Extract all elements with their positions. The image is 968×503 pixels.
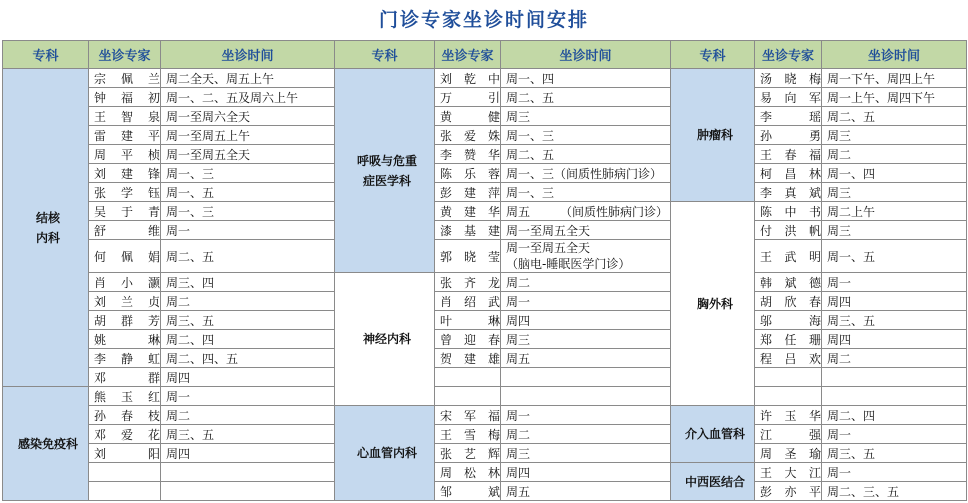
doctor-name [89,482,161,501]
duty-time: 周三、五 [822,311,967,330]
table-row [3,387,967,406]
doctor-name: 李静虹 [89,349,161,368]
duty-time: 周一至周六全天 [161,107,335,126]
doctor-name: 王雪梅 [435,425,501,444]
header-time: 坐诊时间 [822,41,967,69]
duty-time: 周一 [501,406,671,425]
doctor-name: 胡欣春 [755,292,822,311]
doctor-name: 胡群芳 [89,311,161,330]
table-row [3,482,967,501]
doctor-name [435,387,501,406]
doctor-name: 叶琳 [435,311,501,330]
duty-time: 周四 [501,311,671,330]
doctor-name: 王智泉 [89,107,161,126]
table-row [3,292,967,311]
duty-time: 周一 [161,221,335,240]
doctor-name: 李真斌 [755,183,822,202]
dept-cell-cardio: 心血管内科 [335,406,435,501]
duty-time [501,387,671,406]
doctor-name: 邹斌 [435,482,501,501]
duty-time: 周二 [501,273,671,292]
dept-cell-resp: 呼吸与危重 症医学科 [335,69,435,273]
doctor-name: 曾迎春 [435,330,501,349]
header-dept: 专科 [335,41,435,69]
duty-time: 周一、三 [161,164,335,183]
duty-time: 周一、五 [822,240,967,273]
doctor-name: 雷建平 [89,126,161,145]
dept-cell-tb: 结核 内科 [3,69,89,387]
doctor-name: 邓群 [89,368,161,387]
doctor-name: 黄健 [435,107,501,126]
duty-time: 周三 [501,330,671,349]
doctor-name: 柯昌林 [755,164,822,183]
duty-time: 周一至周五全天 （脑电-睡眠医学门诊） [501,240,671,273]
doctor-name [755,368,822,387]
table-row [3,145,967,164]
duty-time: 周三 [822,183,967,202]
table-row [3,221,967,240]
doctor-name: 韩斌德 [755,273,822,292]
duty-time: 周一、二、五及周六上午 [161,88,335,107]
doctor-name [755,387,822,406]
doctor-name: 贺建雄 [435,349,501,368]
duty-time: 周五 [501,482,671,501]
schedule-table [2,40,967,501]
doctor-name: 姚琳 [89,330,161,349]
duty-time: 周一、三（间质性肺病门诊） [501,164,671,183]
doctor-name: 易向军 [755,88,822,107]
duty-time: 周三、五 [822,444,967,463]
header-doctor: 坐诊专家 [435,41,501,69]
doctor-name: 肖小灏 [89,273,161,292]
duty-time: 周二、五 [161,240,335,273]
duty-time: 周一 [501,292,671,311]
doctor-name: 李赞华 [435,145,501,164]
duty-time [501,368,671,387]
table-row [3,240,967,273]
doctor-name: 孙春枝 [89,406,161,425]
doctor-name: 邬海 [755,311,822,330]
doctor-name: 刘阳 [89,444,161,463]
table-row [3,88,967,107]
duty-time: 周一、五 [161,183,335,202]
duty-time: 周一、四 [822,164,967,183]
duty-time: 周一 [822,463,967,482]
table-row [3,202,967,221]
doctor-name: 郭晓莹 [435,240,501,273]
duty-time: 周一、三 [161,202,335,221]
table-row [3,107,967,126]
doctor-name: 熊玉红 [89,387,161,406]
table-row [3,164,967,183]
duty-time: 周四 [501,463,671,482]
doctor-name: 李瑶 [755,107,822,126]
duty-time [161,463,335,482]
doctor-name: 刘建锋 [89,164,161,183]
duty-time: 周一至周五全天 [501,221,671,240]
duty-time: 周四 [822,330,967,349]
doctor-name: 何佩娟 [89,240,161,273]
table-row [3,349,967,368]
duty-time: 周二 [161,292,335,311]
duty-time [822,387,967,406]
doctor-name: 江强 [755,425,822,444]
doctor-name: 舒维 [89,221,161,240]
table-row [3,126,967,145]
duty-time: 周五 [501,349,671,368]
doctor-name: 彭亦平 [755,482,822,501]
duty-time: 周一 [161,387,335,406]
duty-time: 周三 [501,107,671,126]
duty-time: 周三 [501,444,671,463]
doctor-name: 周松林 [435,463,501,482]
dept-cell-neuro: 神经内科 [335,273,435,406]
table-row [3,183,967,202]
dept-cell-onco: 肿瘤科 [671,69,755,202]
table-row [3,463,967,482]
table-row [3,69,967,88]
doctor-name: 陈中书 [755,202,822,221]
table-row [3,425,967,444]
doctor-name [435,368,501,387]
doctor-name: 刘乾中 [435,69,501,88]
table-row [3,273,967,292]
doctor-name: 付洪帆 [755,221,822,240]
duty-time: 周二、五 [822,107,967,126]
dept-cell-ivr: 介入血管科 [671,406,755,463]
doctor-name: 王武明 [755,240,822,273]
duty-time: 周三、五 [161,311,335,330]
duty-time [822,368,967,387]
dept-cell-inf: 感染免疫科 [3,387,89,501]
duty-time: 周二、四 [161,330,335,349]
doctor-name: 周平桢 [89,145,161,164]
doctor-name: 张学钰 [89,183,161,202]
doctor-name: 黄建华 [435,202,501,221]
doctor-name: 吴于青 [89,202,161,221]
header-dept: 专科 [3,41,89,69]
duty-time: 周一下午、周四上午 [822,69,967,88]
doctor-name: 肖绍武 [435,292,501,311]
duty-time: 周二、四、五 [161,349,335,368]
duty-time: 周一、三 [501,126,671,145]
duty-time: 周二 [501,425,671,444]
table-row [3,330,967,349]
duty-time: 周二上午 [822,202,967,221]
doctor-name: 钟福初 [89,88,161,107]
header-doctor: 坐诊专家 [755,41,822,69]
page-title: 门诊专家坐诊时间安排 [378,9,589,31]
doctor-name: 张艺辉 [435,444,501,463]
table-row [3,406,967,425]
duty-time: 周二 [161,406,335,425]
duty-time: 周三、四 [161,273,335,292]
dept-cell-thor: 胸外科 [671,202,755,406]
duty-time: 周五 （间质性肺病门诊） [501,202,671,221]
table-row [3,368,967,387]
doctor-name: 张齐龙 [435,273,501,292]
doctor-name: 郑任珊 [755,330,822,349]
doctor-name: 彭建萍 [435,183,501,202]
duty-time: 周二 [822,349,967,368]
header-time: 坐诊时间 [501,41,671,69]
doctor-name: 孙勇 [755,126,822,145]
doctor-name: 刘兰贞 [89,292,161,311]
header-row [3,41,967,69]
duty-time: 周四 [161,368,335,387]
duty-time: 周一、三 [501,183,671,202]
doctor-name: 万引 [435,88,501,107]
duty-time: 周一至周五全天 [161,145,335,164]
dept-cell-tcm: 中西医结合 [671,463,755,501]
duty-time: 周三、五 [161,425,335,444]
doctor-name: 宋军福 [435,406,501,425]
duty-time [161,482,335,501]
doctor-name: 王春福 [755,145,822,164]
doctor-name: 陈乐蓉 [435,164,501,183]
duty-time: 周二全天、周五上午 [161,69,335,88]
duty-time: 周一 [822,273,967,292]
doctor-name [89,463,161,482]
duty-time: 周四 [161,444,335,463]
doctor-name: 张爱姝 [435,126,501,145]
doctor-name: 许玉华 [755,406,822,425]
duty-time: 周二 [822,145,967,164]
duty-time: 周二、四 [822,406,967,425]
duty-time: 周三 [822,126,967,145]
duty-time: 周一 [822,425,967,444]
table-row [3,444,967,463]
duty-time: 周一、四 [501,69,671,88]
duty-time: 周一上午、周四下午 [822,88,967,107]
duty-time: 周二、三、五 [822,482,967,501]
doctor-name: 宗佩兰 [89,69,161,88]
header-doctor: 坐诊专家 [89,41,161,69]
duty-time: 周三 [822,221,967,240]
header-time: 坐诊时间 [161,41,335,69]
table-row [3,311,967,330]
doctor-name: 邓爱花 [89,425,161,444]
duty-time: 周二、五 [501,145,671,164]
doctor-name: 程吕欢 [755,349,822,368]
doctor-name: 漆基建 [435,221,501,240]
header-dept: 专科 [671,41,755,69]
duty-time: 周四 [822,292,967,311]
duty-time: 周二、五 [501,88,671,107]
doctor-name: 周圣瑜 [755,444,822,463]
duty-time: 周一至周五上午 [161,126,335,145]
doctor-name: 汤晓梅 [755,69,822,88]
doctor-name: 王大江 [755,463,822,482]
